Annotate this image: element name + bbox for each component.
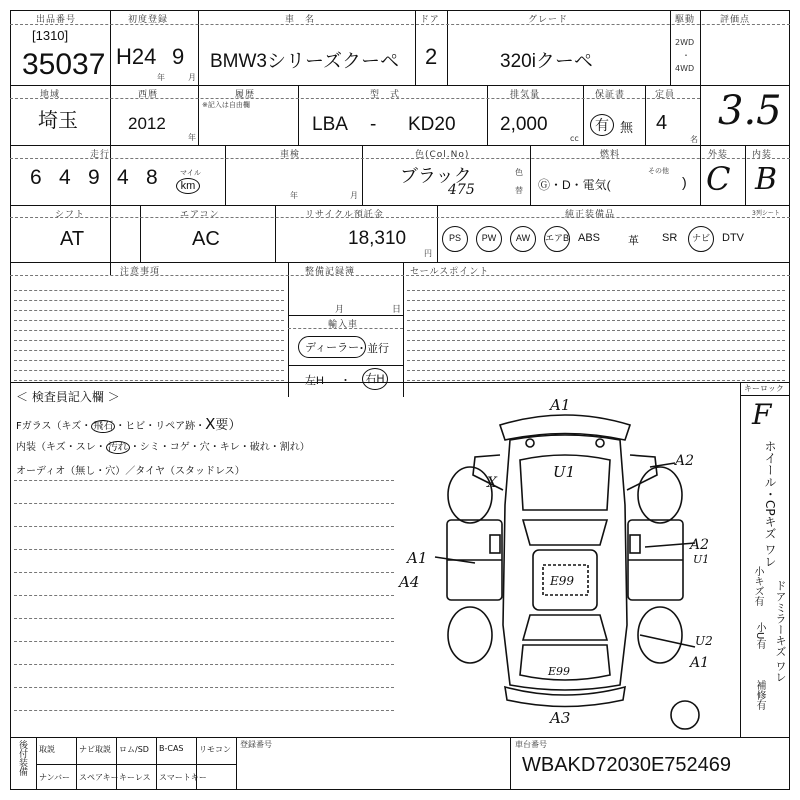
note-rule [14,641,394,642]
wheel-rear-left [448,607,492,663]
yen-unit: 円 [424,249,432,258]
rule [198,85,199,145]
warranty-yes [590,114,614,136]
interior-text-a: 内装（キズ・スレ・ [16,442,106,453]
fender-front-right [627,455,657,490]
interior-grade: B [755,162,778,197]
cc-unit: cc [570,134,579,143]
interior-text-c: ・シミ・コゲ・穴・キレ・破れ・割れ） [129,442,310,453]
western-year-unit: 年 [188,133,196,142]
mark-a2-door: A2 [690,537,710,553]
note-rule [14,618,394,619]
right-hand-option [362,368,388,390]
caution-rule [14,370,284,371]
mileage-header: 走行 [90,150,111,160]
history-note: ※記入は自由欄 [202,101,250,109]
selling-point-rule [407,330,785,331]
rule [76,737,77,790]
wheel-front-left [448,467,492,523]
caution-rule [14,300,284,301]
recycle-value: 18,310 [348,228,407,249]
lot-number-header: 出品番号 [36,15,77,25]
exterior-grade: C [706,160,731,198]
inspector-notes-header: ＜ 検査員記入欄 ＞ [16,390,120,404]
equipment-item: ABS [578,232,601,244]
spare-wheel [671,701,699,729]
mirror-left [490,535,500,553]
month-unit: 月 [188,73,196,82]
caution-rule [14,350,284,351]
selling-point-rule [407,310,785,311]
note-rule [14,503,394,504]
note-rule [14,549,394,550]
wheel-front-right [638,467,682,523]
equipment-item: SR [662,232,678,244]
lot-number: 35037 [22,48,106,81]
selling-point-rule [407,320,785,321]
wheel-note: ホイール・CPキズ ワレ [763,440,777,568]
rear-window [523,615,607,640]
fuel-close: ) [682,174,687,190]
region-header: 地域 [40,90,61,100]
small-u-note: 小U有 [754,622,765,650]
mileage-digit: 4 [59,166,71,189]
left-hand-option: 左H [305,375,324,387]
km-circle: km [176,178,200,194]
front-bumper [500,415,630,440]
color-change-1: 色 [515,168,523,177]
color-value: ブラック [400,166,472,186]
first-reg-month: 9 [172,44,185,69]
equipment-item-circled: PW [476,226,502,252]
parallel-option: ・並行 [356,343,389,355]
selling-point-rule [407,350,785,351]
rule [362,145,363,205]
mirror-right [630,535,640,553]
year-header: 西暦 [138,90,159,100]
mileage-digit: 8 [146,166,158,189]
rule [10,262,790,263]
rule [530,145,531,205]
drive-2wd: 2WD [675,38,695,47]
year-unit: 年 [157,73,165,82]
rule [156,737,157,790]
aftermarket-cell: 取説 [39,745,55,754]
aftermarket-cell: ナンバー [39,773,71,782]
headlight-right [596,439,604,447]
interior-dirt-circled: 汚れ [107,442,128,453]
capacity-header: 定員 [655,90,676,100]
rule [275,205,276,262]
warranty-no: 無 [620,120,634,135]
equipment-item-circled: ナビ [688,226,714,252]
fuel-header: 燃料 [600,150,621,160]
score-value: 3.5 [718,88,782,134]
equipment-item-dtv: DTV [722,232,744,244]
inspection-header: 車検 [280,150,301,160]
aircon-header: エアコン [180,210,220,220]
note-rule [14,572,394,573]
grade-value: 320iクーペ [500,51,593,72]
model-name: BMW3シリーズクーペ [210,51,400,72]
audio-tire-line: オーディオ（無し・穴）／タイヤ（スタッドレス） [16,466,245,477]
selling-point-rule [407,370,785,371]
dashed-rule [10,158,790,159]
rule [10,85,790,86]
dashed-rule [10,24,790,25]
rule [510,737,511,790]
western-year: 2012 [128,114,166,133]
rule [110,10,111,275]
mark-a1-left: A1 [407,549,428,567]
exterior-header: 外装 [708,150,729,160]
rule [745,145,746,205]
rule [288,262,289,397]
selling-point-rule [407,360,785,361]
repair-note: 補修有 [754,680,765,710]
rule [198,10,199,85]
grade-header: グレード [528,15,569,25]
selling-points-header: セールスポイント [410,267,490,277]
dealer-circle: ディーラー [298,336,366,358]
leader-rear-right [640,635,695,647]
aftermarket-cell: リモコン [199,745,231,754]
rule [236,737,237,790]
type-prefix: LBA [312,114,348,135]
displacement-value: 2,000 [500,114,548,135]
mileage-unit-mile: マイル [180,169,201,177]
capacity-unit: 名 [690,135,698,144]
selling-point-rule [407,340,785,341]
rule [140,205,141,262]
aftermarket-cell: スペアキー [79,773,119,782]
aftermarket-cell: キーレス [119,773,151,782]
aftermarket-cell: スマートキー [159,773,207,782]
drive-4wd: 4WD [675,64,695,73]
drive-separator: ・ [682,51,690,60]
car-damage-diagram [395,395,740,735]
windshield [523,520,607,545]
rule [10,205,790,206]
note-rule [14,526,394,527]
service-record-header: 整備記録簿 [305,267,356,277]
key-lock-header: キーロック [744,384,784,393]
windshield-text-c: ・ヒビ・リペア跡・ [115,421,206,432]
caution-rule [14,320,284,321]
color-change-2: 替 [515,186,523,195]
caution-rule [14,290,284,291]
selling-point-rule [407,300,785,301]
shift-header: シフト [55,210,86,220]
rule [700,145,701,205]
rule [403,262,404,397]
note-rule [14,480,394,481]
aftermarket-cell: ナビ取説 [79,745,111,754]
caution-rule [14,340,284,341]
chassis-number-header: 車台番号 [515,740,547,749]
mark-e99-roof: E99 [550,574,575,588]
selling-point-rule [407,290,785,291]
history-header: 履歴 [235,90,256,100]
type-header: 型 式 [370,90,401,100]
windshield-chip-circled: 飛石 [93,421,114,432]
caution-rule [14,360,284,361]
windshield-text-d: 要） [215,418,242,433]
wheel-rear-right [638,607,682,663]
rule [645,85,646,145]
rule [437,205,438,262]
rule [415,10,416,85]
mark-e99-trunk: E99 [548,665,571,678]
region-value: 埼玉 [38,110,78,132]
equipment-item-circled: PS [442,226,468,252]
windshield-x-mark: X [205,415,216,433]
note-rule [14,664,394,665]
aftermarket-cell: ロム/SD [119,745,149,754]
mark-front: A1 [550,396,571,414]
record-day: 日 [392,305,402,315]
caution-header: 注意事項 [120,267,161,277]
windshield-text-a: Fガラス（キズ・ [16,421,92,432]
drive-header: 駆動 [675,15,696,25]
caution-rule [14,310,284,311]
interior-line [16,438,310,453]
capacity-value: 4 [656,112,668,134]
doors-value: 2 [425,44,438,69]
rule [10,382,790,383]
rule [298,85,299,145]
record-month: 月 [335,305,345,315]
caution-rule [14,380,284,381]
doors-header: ドア [420,15,440,25]
rule [225,145,226,205]
interior-header: 内装 [752,150,773,160]
mileage-digit: 6 [30,166,42,189]
recycle-header: リサイクル預託金 [305,210,384,220]
mileage-unit-km [176,178,200,194]
mark-rear: A3 [550,709,571,727]
mark-a2-right: A2 [675,453,695,469]
rule [288,315,403,316]
aircon-value: AC [192,228,220,250]
key-lock-letter: F [752,398,772,431]
equipment-header: 純正装備品 [565,210,616,220]
note-rule [14,687,394,688]
equipment-item: 革 [628,235,639,247]
rule [36,764,236,765]
mark-a4-left: A4 [399,573,420,591]
handed-separator: ・ [340,375,351,387]
rule [700,10,701,145]
selling-point-rule [407,380,785,381]
color-header: 色(Col.No) [415,150,470,160]
small-scratch-note: 小キズ有 [752,566,763,606]
mark-u2-rear: U2 [695,634,713,648]
chassis-number: WBAKD72030E752469 [522,754,732,776]
equipment-item-circled: AW [510,226,536,252]
windshield-line [16,414,241,433]
rule [740,395,790,396]
mark-u1-door: U1 [693,553,710,566]
rule [10,145,790,146]
inspection-year-unit: 年 [290,191,298,200]
mileage-digit: 4 [117,166,129,189]
displacement-header: 排気量 [510,90,541,100]
first-reg-era-year: H24 [116,44,157,69]
warranty-header: 保証書 [595,90,626,100]
warranty-yes-circle: 有 [590,114,614,136]
fuel-options: Ⓖ・D・電気( [538,178,611,192]
leader-right-a2 [645,543,695,547]
mileage-digit: 9 [88,166,100,189]
right-hand-circle: 右H [362,368,388,390]
fuel-other: その他 [648,167,669,175]
mark-x-left: X [487,475,497,491]
type-code: KD20 [408,114,456,135]
third-row-seat-label: 3列シート [752,210,780,217]
rule [288,365,403,366]
aftermarket-label: 後付装備 [17,740,27,776]
mark-a1-rear: A1 [690,655,710,671]
rule [447,10,448,85]
note-rule [14,710,394,711]
inspection-month-unit: 月 [350,191,358,200]
rule [583,85,584,145]
import-header: 輸入車 [328,320,359,330]
rule [740,382,741,737]
type-dash: - [370,114,377,135]
headlight-left [526,439,534,447]
score-header: 評価点 [720,15,751,25]
note-rule [14,595,394,596]
shift-value: AT [60,228,85,250]
aftermarket-cell: B-CAS [159,744,184,753]
rule [670,10,671,85]
color-code: 475 [448,182,475,198]
mirror-note: ドアミラーキズ ワレ [774,580,787,683]
rule [10,737,790,738]
rule [487,85,488,145]
model-name-header: 車 名 [285,15,316,25]
rule [36,737,37,790]
mark-u1-hood: U1 [553,463,576,481]
dashed-rule [10,217,790,218]
caution-rule [14,330,284,331]
registration-number-header: 登録番号 [240,740,272,749]
equipment-item-circled: エアB [544,226,570,252]
first-registration-header: 初度登録 [128,15,169,25]
lot-code: [1310] [32,28,69,43]
